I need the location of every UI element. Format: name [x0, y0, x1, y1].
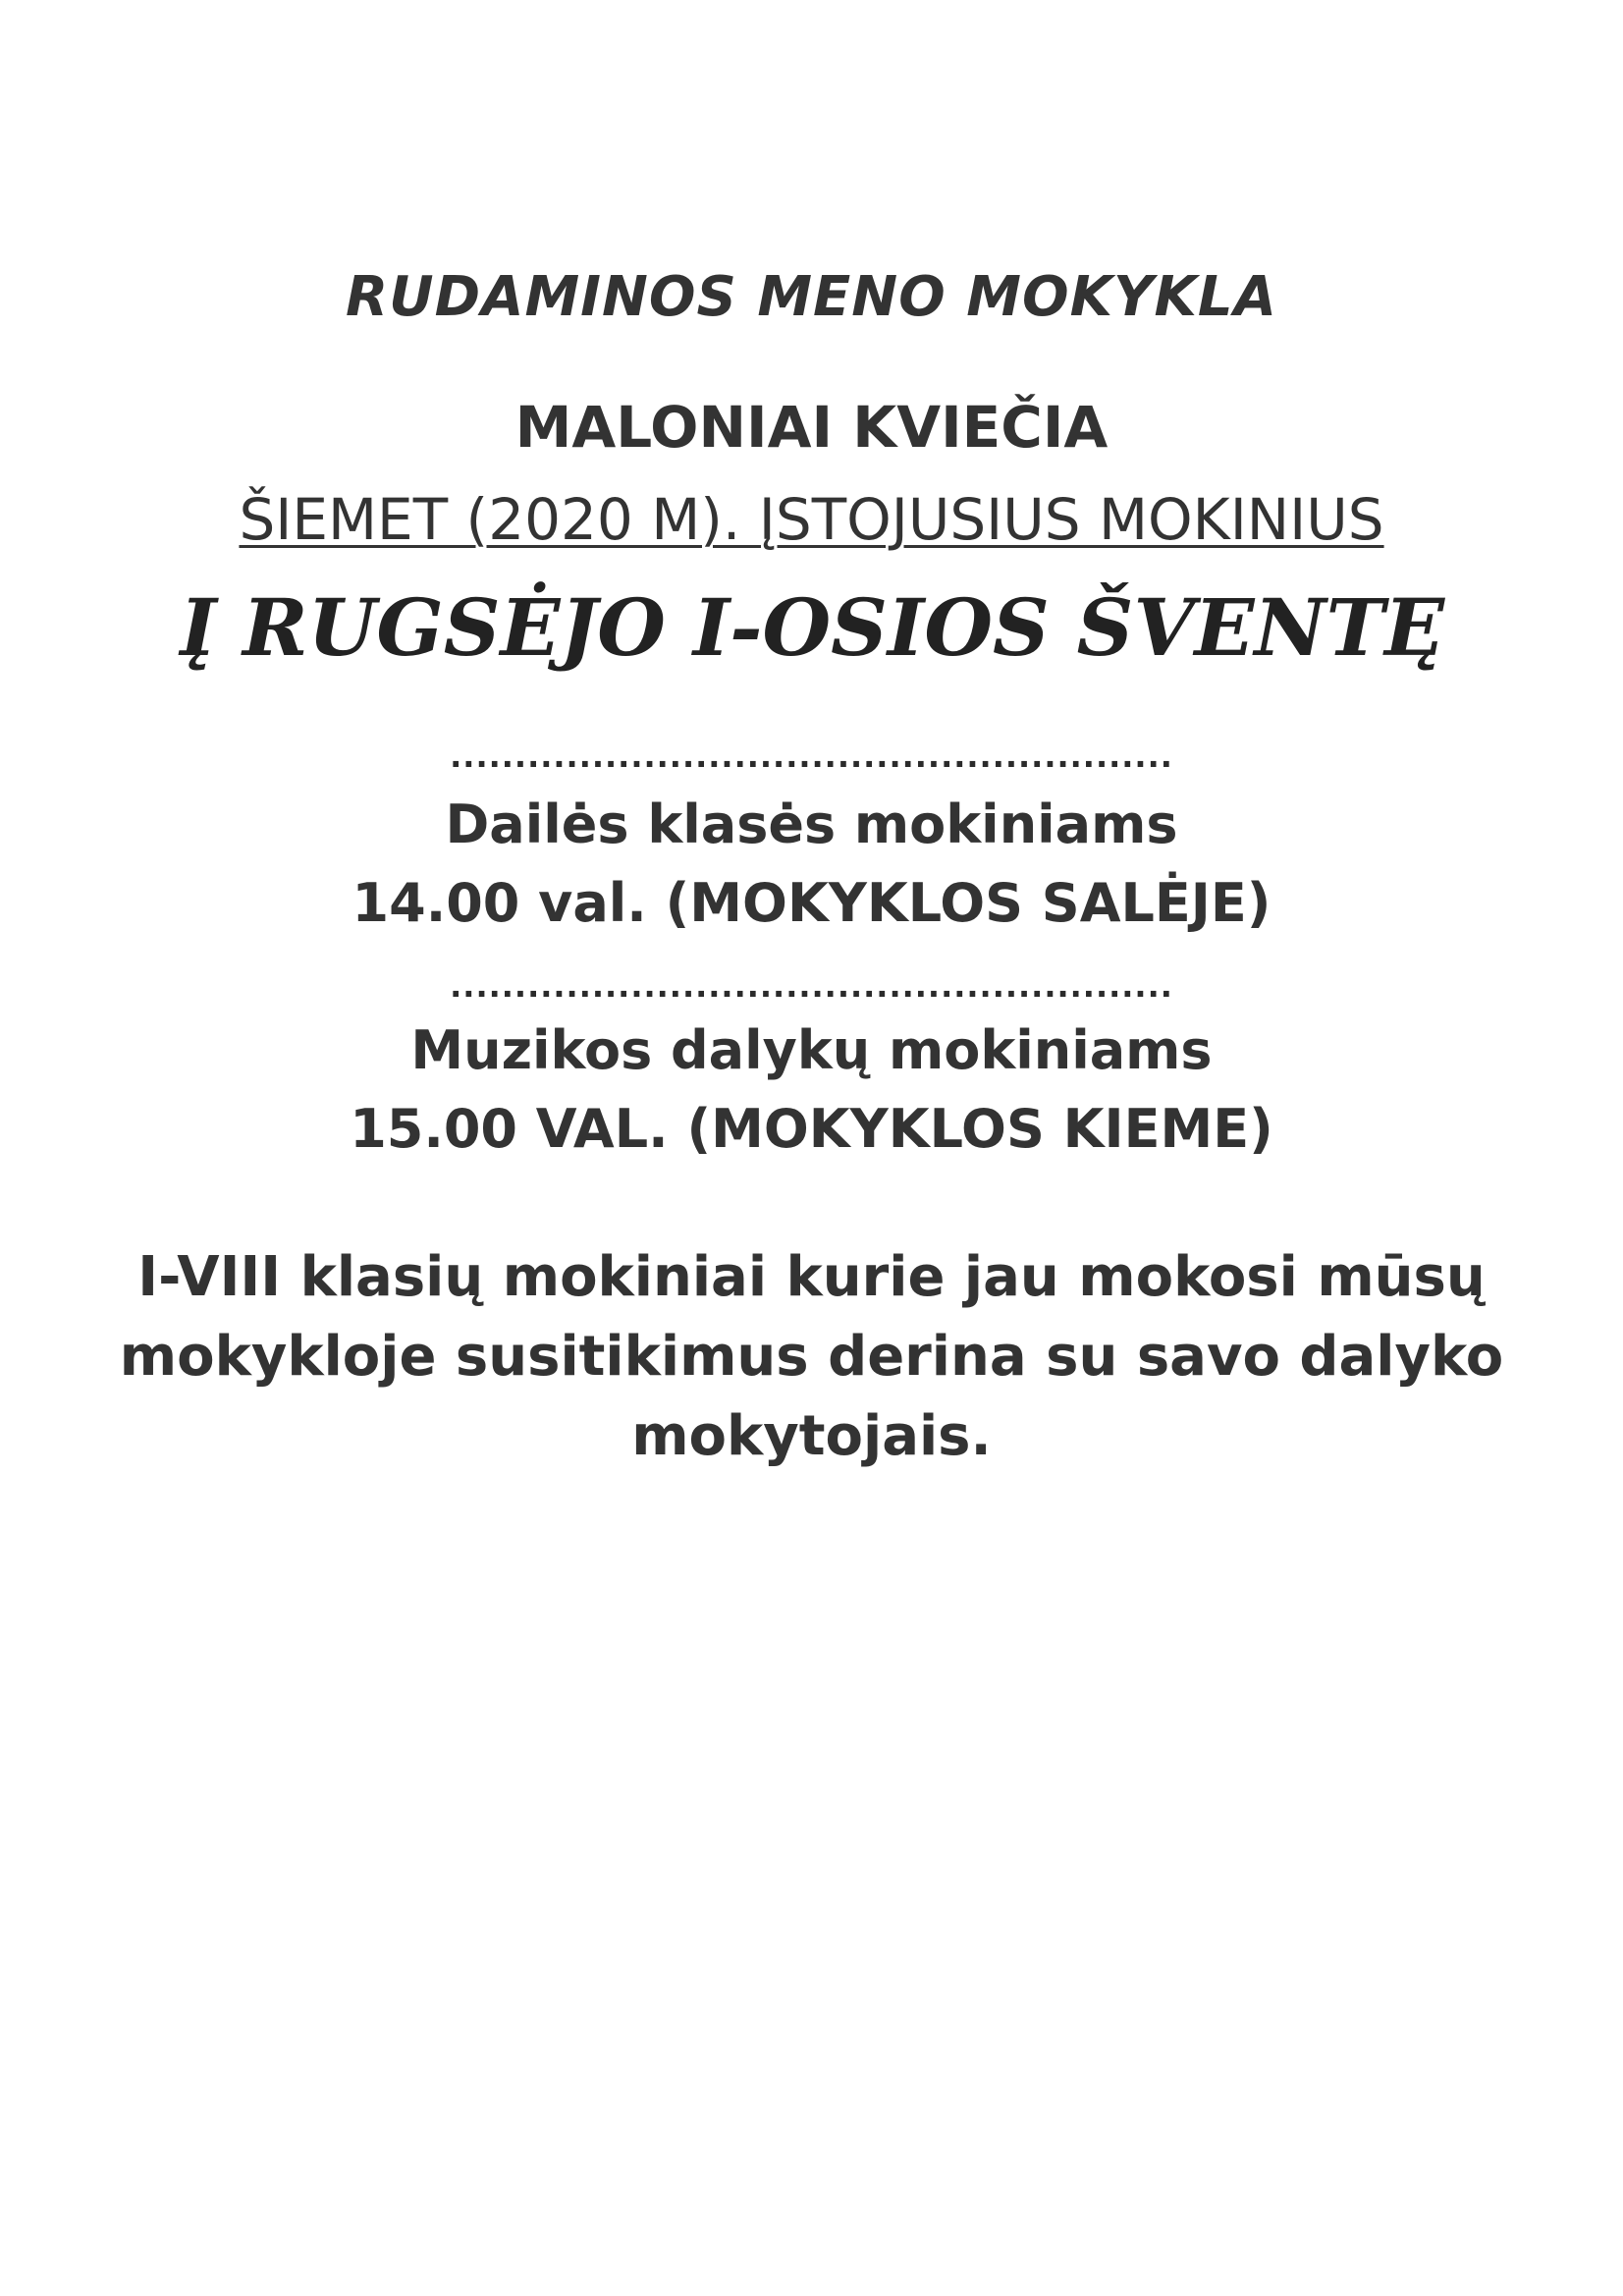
- students-line: ŠIEMET (2020 M). ĮSTOJUSIUS MOKINIUS: [239, 486, 1384, 553]
- note-line: mokytojais.: [631, 1404, 992, 1468]
- students-line-container: [0, 483, 1623, 556]
- dotted-divider: ........................................................: [450, 738, 1173, 775]
- school-name: RUDAMINOS MENO MOKYKLA: [346, 265, 1277, 329]
- dotted-divider: ........................................................: [450, 967, 1173, 1005]
- invite-line: MALONIAI KVIEČIA: [514, 394, 1109, 461]
- session-time-music: 15.00 VAL. (MOKYKLOS KIEME): [350, 1098, 1273, 1160]
- event-title: Į RUGSĖJO I-OSIOS ŠVENTĘ: [178, 581, 1445, 674]
- session-title-music: Muzikos dalykų mokiniams: [410, 1019, 1213, 1081]
- session-time-art: 14.00 val. (MOKYKLOS SALĖJE): [352, 872, 1271, 934]
- note-line: mokykloje susitikimus derina su savo dalyko: [119, 1325, 1504, 1389]
- session-title-art: Dailės klasės mokiniams: [445, 793, 1178, 855]
- note-line: I-VIII klasių mokiniai kurie jau mokosi mūsų: [137, 1245, 1486, 1309]
